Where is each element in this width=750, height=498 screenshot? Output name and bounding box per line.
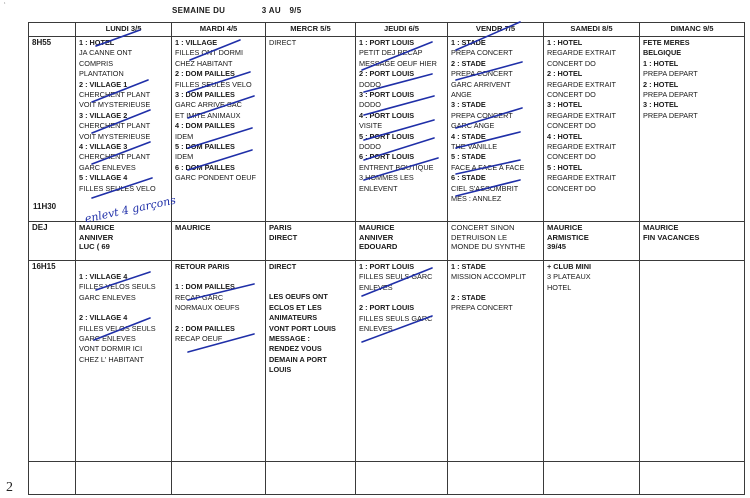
slot-heading: 2 : PORT LOUIS (359, 69, 415, 79)
morning-cell-mardi (172, 37, 266, 222)
afternoon-cell-lundi (76, 261, 172, 462)
slot-text: PLANTATION (79, 69, 124, 79)
slot-text: FILLES SEULES VELO (175, 79, 252, 89)
page-corner-mark: ‘ (4, 2, 6, 9)
day-header-vendredi: VENDR 7/5 (448, 23, 544, 37)
slot-heading: MAURICE (643, 223, 679, 232)
slot-heading: DEMAIN A PORT (269, 354, 327, 364)
slot-heading: LOUIS (269, 365, 292, 375)
slot-heading: 2 : VILLAGE 4 (79, 313, 128, 323)
slot-text: PREPA CONCERT (451, 69, 513, 79)
slot-text: FILLES SEULS GARC (359, 272, 433, 282)
slot-text: GARC ENLEVES (79, 292, 136, 302)
empty-cell (356, 462, 448, 495)
empty-cell (266, 462, 356, 495)
lunch-cell-dimanche (640, 222, 745, 261)
week-label: SEMAINE DU (172, 6, 226, 15)
slot-text: VOIT MYSTERIEUSE (79, 100, 151, 110)
slot-text: FILLES VELOS SEULS (79, 323, 156, 333)
empty-cell (76, 462, 172, 495)
slot-heading: 2 : HOTEL (547, 69, 583, 79)
slot-heading: 5 : VILLAGE 4 (79, 173, 128, 183)
slot-text: CONCERT DO (547, 152, 596, 162)
slot-heading: 2 : DOM PAILLES (175, 69, 235, 79)
slot-text: GARC ARRIVE SAC (175, 100, 242, 110)
day-header-mardi: MARDI 4/5 (172, 23, 266, 37)
slot-heading: VONT PORT LOUIS (269, 323, 336, 333)
slot-text: DIRECT (269, 38, 297, 47)
spacer (175, 272, 262, 282)
slot-heading: DIRECT (269, 232, 298, 242)
slot-text: REGARDE EXTRAIT (547, 142, 616, 152)
slot-text: REGARDE EXTRAIT (547, 173, 616, 183)
empty-cell (172, 462, 266, 495)
slot-heading: + CLUB MINI (547, 262, 591, 271)
afternoon-cell-mardi (172, 261, 266, 462)
slot-heading: ARMISTICE (547, 232, 589, 242)
slot-text: PREPA CONCERT (451, 110, 513, 120)
slot-text: PREPA DEPART (643, 90, 698, 100)
slot-text: DODO (359, 100, 381, 110)
day-header-row (29, 23, 745, 37)
slot-heading: LUC ( 69 (79, 242, 110, 252)
slot-heading: MAURICE (547, 223, 583, 232)
afternoon-cell-mercredi (266, 261, 356, 462)
slot-text: PREPA DEPART (643, 69, 698, 79)
slot-text: ENLEVES (359, 324, 393, 334)
slot-text: GARC ENLEVES (79, 334, 136, 344)
slot-text: MISSION ACCOMPLIT (451, 272, 527, 282)
slot-text: PETIT DEJ RECAP (359, 48, 423, 58)
slot-heading: 4 : PORT LOUIS (359, 110, 415, 120)
slot-text: PREPA CONCERT (451, 303, 513, 313)
day-header-dimanche: DIMANC 9/5 (640, 23, 745, 37)
slot-heading: 2 : PORT LOUIS (359, 303, 415, 313)
afternoon-cell-samedi (544, 261, 640, 462)
slot-heading: 6 : DOM PAILLES (175, 162, 235, 172)
slot-heading: 5 : HOTEL (547, 162, 583, 172)
slot-heading: 3 : VILLAGE 2 (79, 110, 128, 120)
slot-heading: ANIMATEURS (269, 313, 318, 323)
corner-cell (29, 23, 76, 37)
slot-heading: ANNIVER (359, 232, 394, 242)
slot-heading: 3 : HOTEL (643, 100, 679, 110)
slot-heading: 39/45 (547, 242, 567, 252)
lunch-row (29, 222, 745, 261)
slot-text: CHERCHENT PLANT (79, 121, 151, 131)
slot-text: MES : ANNLEZ (451, 194, 502, 204)
slot-text: PREPA CONCERT (451, 48, 513, 58)
slot-text: IDEM (175, 152, 194, 162)
slot-text: VONT DORMIR ICI (79, 344, 143, 354)
slot-heading: EDOUARD (359, 242, 398, 252)
slot-text: ET IMITE ANIMAUX (175, 110, 241, 120)
slot-text: HOTEL (547, 282, 572, 292)
slot-heading: MAURICE (79, 223, 115, 232)
slot-heading: RETOUR PARIS (175, 262, 230, 271)
slot-text: FACE A FACE A FACE (451, 162, 525, 172)
slot-text: REGARDE EXTRAIT (547, 110, 616, 120)
spacer (359, 293, 444, 303)
slot-text: ENLEVES (359, 282, 393, 292)
empty-cell (448, 462, 544, 495)
lunch-cell-lundi (76, 222, 172, 261)
slot-heading: MAURICE (175, 223, 211, 232)
slot-heading: PARIS (269, 223, 292, 232)
week-from: 3 AU (261, 6, 281, 15)
morning-cell-vendredi (448, 37, 544, 222)
slot-text: IDEM (175, 131, 194, 141)
slot-text: REGARDE EXTRAIT (547, 48, 616, 58)
slot-heading: 3 : DOM PAILLES (175, 90, 235, 100)
morning-end-time: 11H30 (33, 202, 57, 211)
slot-heading: 4 : HOTEL (547, 131, 583, 141)
slot-text: MESSAGE OEUF HIER (359, 58, 437, 68)
slot-heading: 1 : PORT LOUIS (359, 262, 415, 271)
slot-heading: MESSAGE : (269, 334, 310, 344)
slot-text: FILLES VELOS SEULS (79, 282, 156, 292)
slot-text: CONCERT SINON (451, 223, 515, 232)
slot-heading: 1 : HOTEL (643, 58, 679, 68)
slot-heading: 3 : STADE (451, 100, 486, 110)
empty-cell (544, 462, 640, 495)
slot-heading: LES OEUFS ONT (269, 292, 328, 302)
slot-heading: DIRECT (269, 262, 297, 271)
slot-text: COMPRIS (79, 58, 114, 68)
slot-heading: FETE MERES (643, 38, 690, 47)
slot-text: ENTRENT BOUTIQUE (359, 162, 434, 172)
spacer (79, 303, 168, 313)
slot-text: CHERCHENT PLANT (79, 90, 151, 100)
afternoon-cell-jeudi (356, 261, 448, 462)
afternoon-time-cell: 16H15 (29, 261, 76, 462)
afternoon-cell-dimanche (640, 261, 745, 462)
day-header-lundi: LUNDI 3/5 (76, 23, 172, 37)
morning-cell-mercredi (266, 37, 356, 222)
slot-text: CHERCHENT PLANT (79, 152, 151, 162)
slot-heading: 5 : DOM PAILLES (175, 142, 235, 152)
slot-text: 3 HOMMES LES (359, 173, 414, 183)
empty-row (29, 462, 745, 495)
lunch-cell-vendredi (448, 222, 544, 261)
slot-text: THE VANILLE (451, 142, 498, 152)
slot-text: ANGE (451, 90, 472, 100)
slot-text: CHEZ L' HABITANT (79, 354, 144, 364)
slot-heading: 2 : DOM PAILLES (175, 323, 235, 333)
slot-heading: 3 : HOTEL (547, 100, 583, 110)
spacer (451, 283, 540, 293)
slot-heading: 1 : VILLAGE (175, 38, 218, 47)
slot-text: GARC PONDENT OEUF (175, 173, 256, 183)
slot-heading: BELGIQUE (643, 48, 682, 58)
week-to: 9/5 (289, 6, 302, 15)
slot-heading: 1 : STADE (451, 38, 486, 47)
slot-text: FILLES SEULS GARC (359, 313, 433, 323)
slot-heading: 1 : PORT LOUIS (359, 38, 415, 47)
lunch-cell-mercredi (266, 222, 356, 261)
morning-cell-dimanche (640, 37, 745, 222)
slot-text: 3 PLATEAUX (547, 272, 591, 282)
day-header-mercredi: MERCR 5/5 (266, 23, 356, 37)
slot-heading: 1 : HOTEL (79, 38, 115, 47)
slot-heading: 2 : VILLAGE 1 (79, 79, 128, 89)
slot-text: DODO (359, 142, 381, 152)
slot-text: VOIT MYSTERIEUSE (79, 131, 151, 141)
slot-text: DODO (359, 79, 381, 89)
lunch-cell-samedi (544, 222, 640, 261)
lunch-time-cell: DEJ (29, 222, 76, 261)
lunch-cell-mardi (172, 222, 266, 261)
slot-heading: MAURICE (359, 223, 395, 232)
slot-heading: 1 : VILLAGE 4 (79, 272, 128, 281)
day-header-jeudi: JEUDI 6/5 (356, 23, 448, 37)
slot-text: FILLES SEULES VELO (79, 183, 156, 193)
slot-heading: 5 : PORT LOUIS (359, 131, 415, 141)
slot-heading: 2 : HOTEL (643, 79, 679, 89)
slot-heading: 2 : STADE (451, 58, 486, 68)
slot-text: GARC ENLEVES (79, 162, 136, 172)
empty-cell (640, 462, 745, 495)
slot-text: JA CANNE ONT (79, 48, 133, 58)
slot-heading: ECLOS ET LES (269, 302, 322, 312)
slot-heading: RENDEZ VOUS (269, 344, 322, 354)
slot-heading: 1 : HOTEL (547, 38, 583, 47)
afternoon-row (29, 261, 745, 462)
slot-heading: 5 : STADE (451, 152, 486, 162)
week-header (172, 6, 307, 15)
page-number: 2 (6, 480, 13, 495)
morning-cell-lundi (76, 37, 172, 222)
slot-text: FILLES ONT DORMI (175, 48, 243, 58)
spacer (269, 272, 352, 282)
slot-text: MONDE DU SYNTHE (451, 242, 526, 252)
slot-heading: 1 : STADE (451, 262, 486, 271)
slot-text: CONCERT DO (547, 90, 596, 100)
morning-start-time: 8H55 (32, 38, 52, 47)
slot-text: CHEZ HABITANT (175, 58, 233, 68)
slot-text: REGARDE EXTRAIT (547, 79, 616, 89)
slot-heading: 4 : VILLAGE 3 (79, 142, 128, 152)
slot-text: PREPA DEPART (643, 110, 698, 120)
slot-heading: 4 : DOM PAILLES (175, 121, 235, 131)
day-header-samedi: SAMEDI 8/5 (544, 23, 640, 37)
slot-heading: ANNIVER (79, 232, 114, 242)
slot-heading: 6 : STADE (451, 173, 486, 183)
spacer (175, 314, 262, 324)
slot-heading: 3 : PORT LOUIS (359, 90, 415, 100)
spacer (269, 282, 352, 292)
slot-text: CONCERT DO (547, 58, 596, 68)
slot-text: DETRUISON LE (451, 232, 508, 242)
morning-row (29, 37, 745, 222)
afternoon-cell-vendredi (448, 261, 544, 462)
slot-heading: 1 : DOM PAILLES (175, 282, 235, 292)
slot-text: CONCERT DO (547, 121, 596, 131)
slot-heading: 6 : PORT LOUIS (359, 152, 415, 162)
slot-text: RECAP GARC (175, 292, 224, 302)
weekly-schedule-table (28, 22, 745, 495)
lunch-cell-jeudi (356, 222, 448, 261)
slot-text: RECAP OEUF (175, 334, 223, 344)
slot-text: CONCERT DO (547, 183, 596, 193)
slot-text: GARC ARRIVENT (451, 79, 511, 89)
spacer (79, 262, 168, 272)
slot-heading: 4 : STADE (451, 131, 486, 141)
handwritten-note: enlevt 4 garçons (83, 193, 177, 226)
morning-cell-jeudi (356, 37, 448, 222)
empty-cell (29, 462, 76, 495)
slot-text: CIEL S'ASSOMBRIT (451, 183, 519, 193)
morning-time-cell (29, 37, 76, 222)
morning-cell-samedi (544, 37, 640, 222)
slot-text: ENLEVENT (359, 183, 398, 193)
slot-text: GARC ANGE (451, 121, 495, 131)
slot-heading: 2 : STADE (451, 292, 486, 302)
slot-text: VISITE (359, 121, 383, 131)
slot-heading: FIN VACANCES (643, 232, 700, 242)
slot-text: NORMAUX OEUFS (175, 303, 240, 313)
